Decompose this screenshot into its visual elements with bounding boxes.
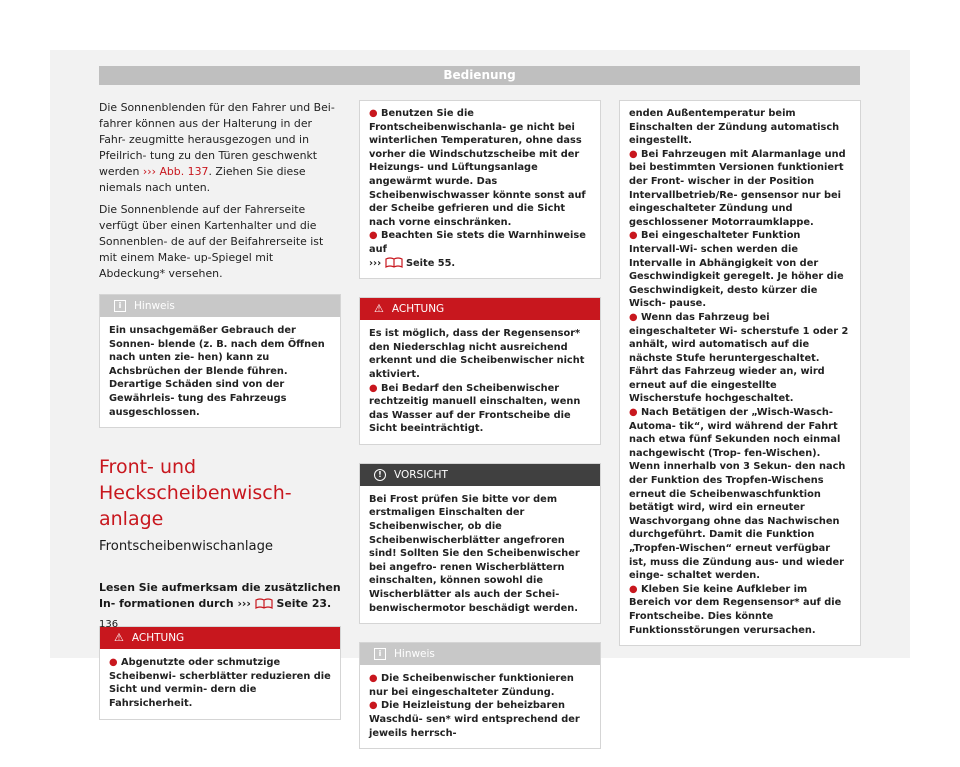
- achtung-text: Es ist möglich, dass der Regensensor* den Niederschlag nicht ausreichend erkennt und die Scheibenwischer nicht aktiviert. ● Bei Bedarf den Scheibenwischer rechtzeitig manuell einschalten, wenn das Wasser auf der Frontscheibe die Sicht beeinträchtigt.: [360, 320, 600, 444]
- list-item: ● Benutzen Sie die Frontscheibenwischanla- ge nicht bei winterlichen Temperaturen, ohne dass vorher die Windschutzscheibe mit der Heizungs- und Lüftungsanlage angewärmt wurde. Das Scheibenwischwasser könnte sonst auf der Scheibe gefrieren und die Sicht nach vorne einschränken.: [369, 108, 586, 228]
- info-icon: i: [374, 648, 386, 660]
- book-icon: [385, 257, 403, 268]
- hinweis-text: Ein unsachgemäßer Gebrauch der Sonnen- blende (z. B. nach dem Öffnen nach unten zie- hen) kann zu Achsbrüchen der Blende führen. Derartige Schäden sind von der Gewährleis- tung des Fahrzeugs ausgeschlossen.: [109, 325, 325, 418]
- list-item: ● Nach Betätigen der „Wisch-Wasch-Automa- tik“, wird während der Fahrt nach etwa fünf Sekunden noch einmal nachgewischt (Trop- fen-Wischen). Wenn innerhalb von 3 Sekun- den nach der Funktion des Tropfen-Wischens erneut die Scheibenwaschfunktion betätigt wird, wird ein erneuter Waschvorgang ohne das Nachwischen durchgeführt. Damit die Funktion „Tropfen-Wischen“ erneut verfügbar ist, muss die Zündung aus- und wieder einge- schaltet werden.: [629, 407, 846, 582]
- column-2: [359, 100, 601, 767]
- list-item: ● Wenn das Fahrzeug bei eingeschalteter Wi- scherstufe 1 oder 2 anhält, wird automatisch auf die nächste Stufe heruntergeschaltet. Fährt das Fahrzeug wieder an, wird erneut auf die eingestellte Wischerstufe hochgeschaltet.: [629, 311, 849, 405]
- caution-icon: !: [374, 469, 386, 481]
- hinweis-header: i Hinweis: [360, 643, 600, 665]
- list-item: ● Abgenutzte oder schmutzige Scheibenwi- scherblätter reduzieren die Sicht und vermin- dern die Fahrsicherheit.: [109, 657, 331, 709]
- hinweis-header: i Hinweis: [100, 295, 340, 317]
- achtung-box: [99, 626, 341, 719]
- hinweis-box: [99, 294, 341, 428]
- achtung-continued-text: [360, 101, 600, 278]
- list-item: ● Kleben Sie keine Aufkleber im Bereich vor dem Regensensor* auf die Frontscheibe. Dies könnte Funktionsstörungen verursachen.: [629, 583, 842, 636]
- book-icon: [255, 598, 273, 609]
- list-item: ● Bei eingeschalteter Funktion Intervall-Wi- schen werden die Intervalle in Abhängigkeit von der Geschwindigkeit geregelt. Je höher die Geschwindigkeit, desto kürzer die Wisch- pause.: [629, 230, 844, 310]
- list-item: ● Die Heizleistung der beheizbaren Waschdü- sen* wird entsprechend der jeweils herrsch-: [369, 700, 580, 739]
- vorsicht-header: ! VORSICHT: [360, 464, 600, 486]
- page-reference-link[interactable]: Seite 55: [405, 257, 452, 269]
- section-title: Front- und Heckscheibenwisch- anlage: [99, 456, 292, 531]
- list-item: ● Bei Fahrzeugen mit Alarmanlage und bei bestimmten Versionen funktioniert der Front- wischer in der Position Intervallbetrieb/Re- gensensor nur bei eingeschalteter Zündung und geschlossener Motorraumklappe.: [629, 148, 846, 228]
- subsection-title: Frontscheibenwischanlage: [99, 539, 274, 555]
- page-number: 136: [99, 619, 119, 630]
- page-reference-link[interactable]: Seite 23: [276, 597, 328, 611]
- hinweis-box-continued: [619, 100, 861, 646]
- column-3: [619, 100, 861, 664]
- list-item: ● Die Scheibenwischer funktionieren nur bei eingeschalteter Zündung.: [369, 673, 574, 698]
- vorsicht-text: Bei Frost prüfen Sie bitte vor dem erstmaligen Einschalten der Scheibenwischer, ob die Scheibenwischerblätter angefroren sind! Sollten Sie den Scheibenwischer bei angefro- renen Wischerblättern einschalten, können sowohl die Wischerblätter als auch der Schei- benwischermotor beschädigt werden.: [369, 493, 580, 614]
- hinweis-box-2: [359, 642, 601, 749]
- info-icon: i: [114, 300, 126, 312]
- achtung-header: ⚠ ACHTUNG: [100, 627, 340, 649]
- achtung-text: [100, 649, 340, 718]
- intro-text: Lesen Sie aufmerksam die zusätzlichen In- formationen durch ››› Seite 23.: [99, 581, 341, 611]
- list-item: ● Beachten Sie stets die Warnhinweise auf ››› Seite 55.: [369, 230, 586, 269]
- chapter-header: Bedienung: [99, 66, 860, 85]
- hinweis-text: [360, 665, 600, 748]
- column-1: [99, 100, 341, 738]
- achtung-box-2: [359, 297, 601, 445]
- list-item: ● Bei Bedarf den Scheibenwischer rechtzeitig manuell einschalten, wenn das Wasser auf der Frontscheibe die Sicht beeinträchtigt.: [369, 382, 581, 435]
- achtung-header: ⚠ ACHTUNG: [360, 298, 600, 320]
- paragraph-sun-visor: Die Sonnenblenden für den Fahrer und Bei- fahrer können aus der Halterung in der Fahr- zeugmitte herausgezogen und in Pfeilrich- tung zu den Türen geschwenkt werden ››› Abb. 137. Ziehen Sie diese niemals nach unten.: [99, 101, 335, 194]
- warning-icon: ⚠: [114, 631, 124, 645]
- achtung-box-continued: [359, 100, 601, 279]
- paragraph-sun-visor-features: Die Sonnenblende auf der Fahrerseite verfügt über einen Kartenhalter und die Sonnenblen- de auf der Beifahrerseite ist mit einem Make- up-Spiegel mit Abdeckung* versehen.: [99, 203, 324, 280]
- vorsicht-box: [359, 463, 601, 624]
- hinweis-continued-text: enden Außentemperatur beim Einschalten der Zündung automatisch eingestellt. ● Bei Fahrzeugen mit Alarmanlage und bei bestimmten Versionen funktioniert der Front- wischer in der Position Intervallbetrieb/Re- gensensor nur bei eingeschalteter Zündung und geschlossener Motorraumklappe. ● Bei eingeschalteter Funktion Intervall-Wi- schen werden die Intervalle in Abhängigkeit von der Geschwindigkeit geregelt. Je höher die Geschwindigkeit, desto kürzer die Wisch- pause. ● Wenn das Fahrzeug bei eingeschalteter Wi- scherstufe 1 oder 2 anhält, wird automatisch auf die nächste Stufe heruntergeschaltet. Fährt das Fahrzeug wieder an, wird erneut auf die eingestellte Wischerstufe hochgeschaltet. ● Nach Betätigen der „Wisch-Wasch-Automa- tik“, wird während der Fahrt nach etwa fünf Sekunden noch einmal nachgewischt (Trop- fen-Wischen). Wenn innerhalb von 3 Sekun- den nach der Funktion des Tropfen-Wischens erneut die Scheibenwaschfunktion betätigt wird, wird ein erneuter Waschvorgang ohne das Nachwischen durchgeführt. Damit die Funktion „Tropfen-Wischen“ erneut verfügbar ist, muss die Zündung aus- und wieder einge- schaltet werden. ● Kleben Sie keine Aufkleber im Bereich vor dem Regensensor* auf die Frontscheibe. Dies könnte Funktionsstörungen verursachen.: [620, 101, 860, 645]
- figure-reference-link[interactable]: ››› Abb. 137: [142, 165, 209, 178]
- warning-icon: ⚠: [374, 302, 384, 316]
